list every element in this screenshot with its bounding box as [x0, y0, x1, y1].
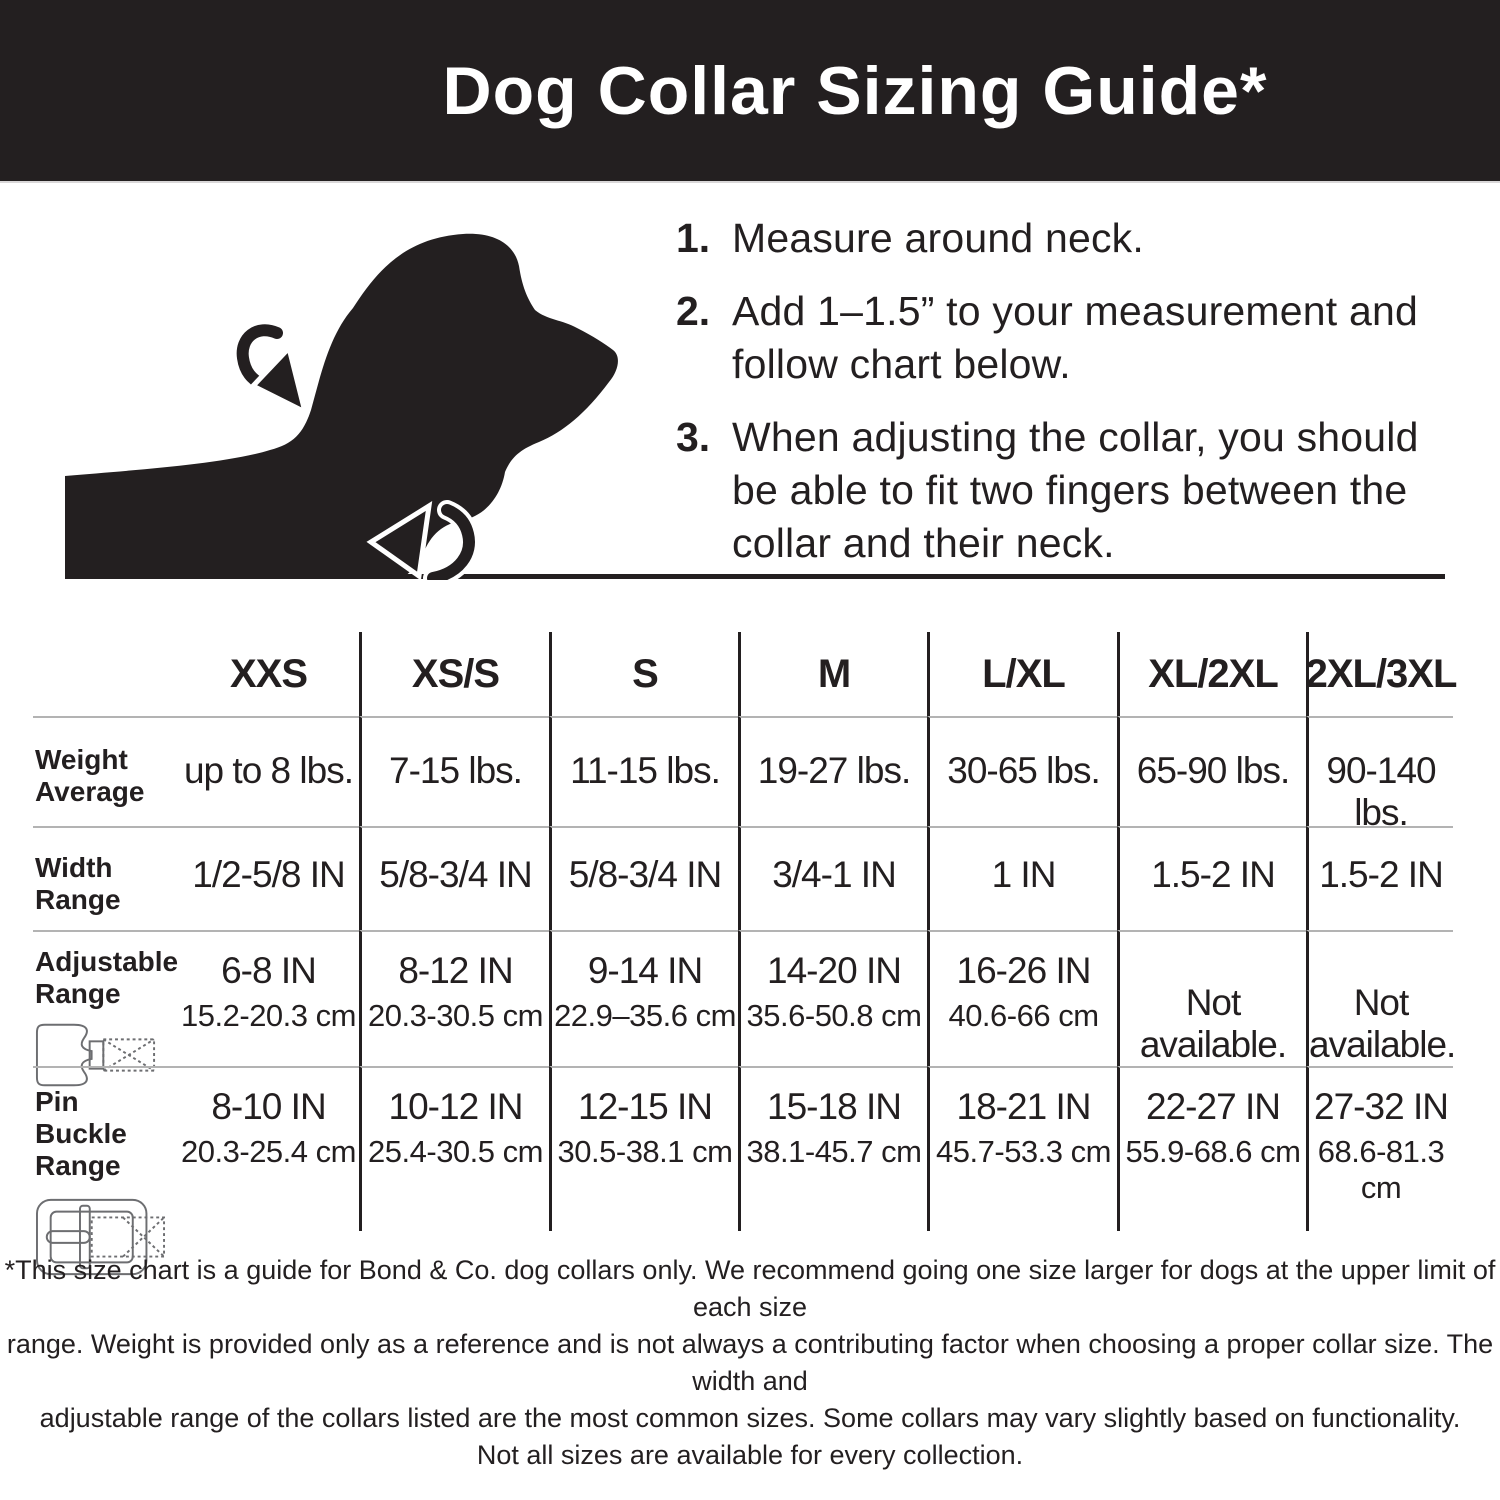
instruction-item: [676, 212, 1446, 265]
size-cell: 12-15 IN 30.5-38.1 cm: [549, 1066, 738, 1231]
footnote-line: adjustable range of the collars listed are the most common sizes. Some collars may vary slightly based on functionality.: [39, 1403, 1461, 1433]
size-cell: 5/8-3/4 IN: [549, 826, 738, 930]
size-cell: 6-8 IN 15.2-20.3 cm: [178, 930, 359, 1066]
row-label-adjustable-range: Adjustable Range: [33, 930, 178, 1066]
size-cell: 27-32 IN 68.6-81.3 cm: [1306, 1066, 1453, 1231]
size-cell: 14-20 IN 35.6-50.8 cm: [738, 930, 927, 1066]
measuring-arrow-top-icon: [243, 330, 305, 412]
instructions-list: [676, 212, 1446, 590]
instruction-item: [676, 411, 1446, 570]
size-cell: 11-15 lbs.: [549, 716, 738, 826]
row-label-pin-buckle-range: Pin Buckle Range: [33, 1066, 178, 1231]
footnote-line: range. Weight is provided only as a reference and is not always a contributing factor when choosing a proper collar size. The width and: [6, 1329, 1494, 1396]
size-cell: 90-140 lbs.: [1306, 716, 1453, 826]
size-cell: 18-21 IN 45.7-53.3 cm: [927, 1066, 1117, 1231]
column-header-s: S: [549, 632, 738, 716]
instruction-item: [676, 285, 1446, 391]
instruction-number: 2.: [676, 288, 711, 334]
size-cell-not-available: Not available.: [1117, 930, 1306, 1066]
page-title: Dog Collar Sizing Guide*: [442, 52, 1268, 129]
corner-cell: [33, 632, 178, 716]
footnote: [0, 1252, 1500, 1474]
size-cell: 16-26 IN 40.6-66 cm: [927, 930, 1117, 1066]
size-table: [33, 632, 1457, 1231]
instruction-number: 3.: [676, 414, 711, 460]
column-header-m: M: [738, 632, 927, 716]
size-cell: 30-65 lbs.: [927, 716, 1117, 826]
size-cell-not-available: Not available.: [1306, 930, 1453, 1066]
size-cell: 1/2-5/8 IN: [178, 826, 359, 930]
size-cell: 10-12 IN 25.4-30.5 cm: [359, 1066, 549, 1231]
row-label-weight-average: Weight Average: [33, 716, 178, 826]
column-header-l-xl: L/XL: [927, 632, 1117, 716]
column-header-xl-2xl: XL/2XL: [1117, 632, 1306, 716]
instruction-text: When adjusting the collar, you should be able to fit two fingers between the collar and their neck.: [732, 414, 1419, 566]
footnote-line: *This size chart is a guide for Bond & Co. dog collars only. We recommend going one size larger for dogs at the upper limit of each size: [4, 1255, 1496, 1322]
footnote-line: Not all sizes are available for every collection.: [476, 1440, 1024, 1470]
column-header-2xl-3xl: 2XL/3XL: [1306, 632, 1453, 716]
size-cell: 19-27 lbs.: [738, 716, 927, 826]
header-banner: [0, 0, 1500, 183]
size-cell: 1 IN: [927, 826, 1117, 930]
column-header-xs-s: XS/S: [359, 632, 549, 716]
instruction-text: Measure around neck.: [732, 215, 1144, 261]
dog-silhouette-shape: [65, 234, 618, 578]
row-label-width-range: Width Range: [33, 826, 178, 930]
size-cell: 9-14 IN 22.9–35.6 cm: [549, 930, 738, 1066]
size-cell: 22-27 IN 55.9-68.6 cm: [1117, 1066, 1306, 1231]
size-cell: 3/4-1 IN: [738, 826, 927, 930]
column-header-xxs: XXS: [229, 651, 308, 696]
size-cell: 1.5-2 IN: [1306, 826, 1453, 930]
size-cell: 15-18 IN 38.1-45.7 cm: [738, 1066, 927, 1231]
size-cell: 1.5-2 IN: [1117, 826, 1306, 930]
size-cell: 65-90 lbs.: [1117, 716, 1306, 826]
size-cell: 5/8-3/4 IN: [359, 826, 549, 930]
instruction-text: Add 1–1.5” to your measurement and follow chart below.: [732, 288, 1418, 387]
size-cell: 8-10 IN 20.3-25.4 cm: [178, 1066, 359, 1231]
instruction-number: 1.: [676, 215, 711, 261]
size-cell: 7-15 lbs.: [359, 716, 549, 826]
size-cell: 8-12 IN 20.3-30.5 cm: [359, 930, 549, 1066]
size-cell: up to 8 lbs.: [178, 716, 359, 826]
